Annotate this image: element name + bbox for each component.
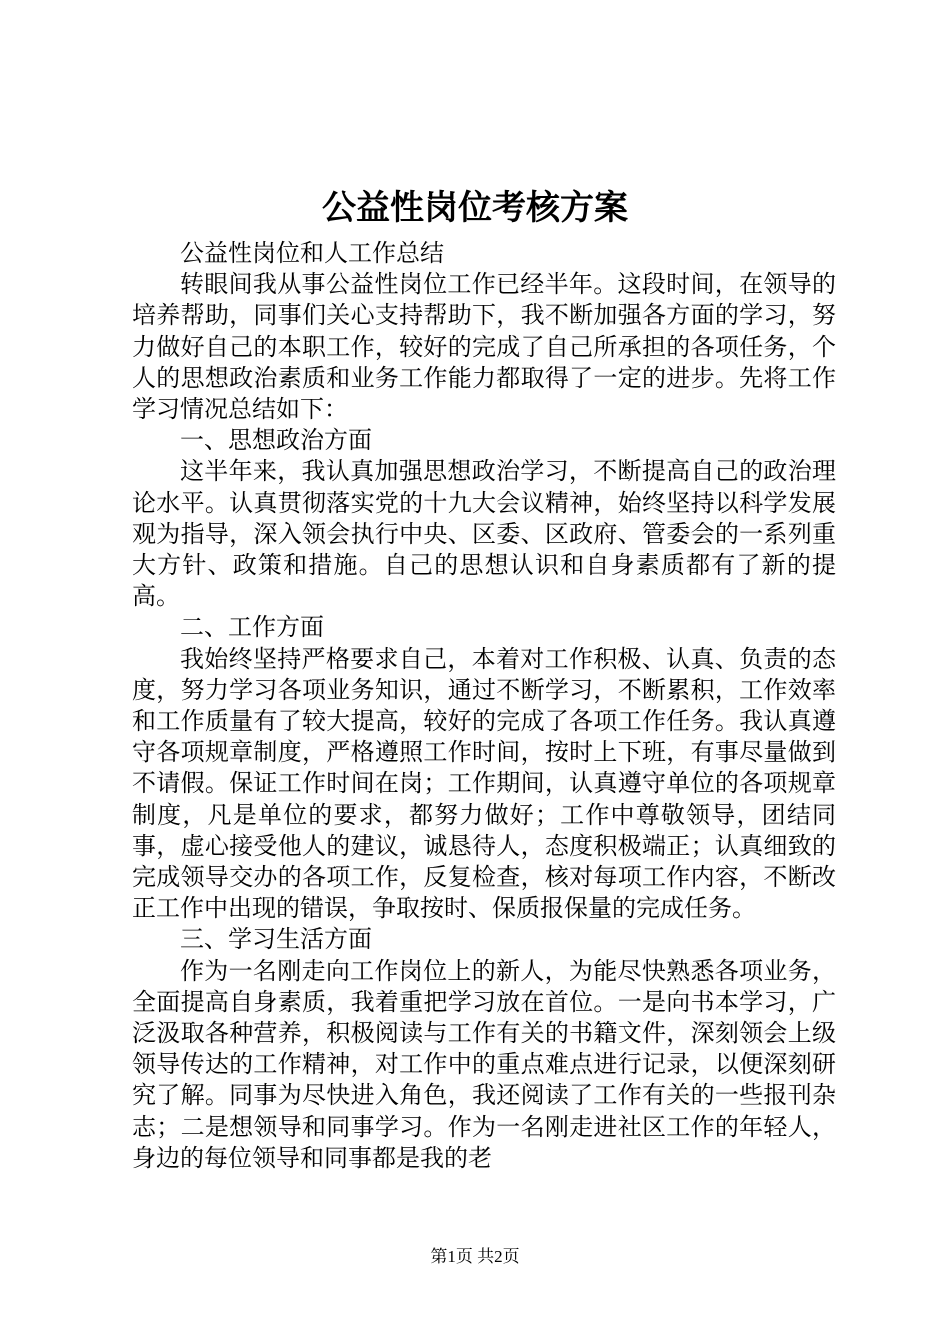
intro-paragraph: 转眼间我从事公益性岗位工作已经半年。这段时间，在领导的培养帮助，同事们关心支持帮助下，我不断加强各方面的学习，努力做好自己的本职工作，较好的完成了自己所承担的各项任务，个人的思想政治素质和业务工作能力都取得了一定的进步。先将工作学习情况总结如下： xyxy=(132,270,836,424)
section-heading-work: 二、工作方面 xyxy=(180,613,324,642)
section-heading-study: 三、学习生活方面 xyxy=(180,925,372,954)
study-paragraph: 作为一名刚走向工作岗位上的新人，为能尽快熟悉各项业务，全面提高自身素质，我着重把学习放在首位。一是向书本学习，广泛汲取各种营养，积极阅读与工作有关的书籍文件，深刻领会上级领导传达的工作精神，对工作中的重点难点进行记录，以便深刻研究了解。同事为尽快进入角色，我还阅读了工作有关的一些报刊杂志；二是想领导和同事学习。作为一名刚走进社区工作的年轻人，身边的每位领导和同事都是我的老 xyxy=(132,956,836,1172)
page-footer: 第1页 共2页 xyxy=(430,1247,520,1266)
subtitle-paragraph: 公益性岗位和人工作总结 xyxy=(180,239,444,267)
work-paragraph: 我始终坚持严格要求自己，本着对工作积极、认真、负责的态度，努力学习各项业务知识，通过不断学习，不断累积，工作效率和工作质量有了较大提高，较好的完成了各项工作任务。我认真遵守各项规章制度，严格遵照工作时间，按时上下班，有事尽量做到不请假。保证工作时间在岗；工作期间，认真遵守单位的各项规章制度，凡是单位的要求，都努力做好；工作中尊敬领导，团结同事，虚心接受他人的建议，诚恳待人，态度积极端正；认真细致的完成领导交办的各项工作，反复检查，核对每项工作内容，不断改正工作中出现的错误，争取按时、保质报保量的完成任务。 xyxy=(132,644,836,923)
section-heading-political: 一、思想政治方面 xyxy=(180,426,372,455)
document-title: 公益性岗位考核方案 xyxy=(322,188,628,228)
document-body xyxy=(132,238,836,1174)
political-paragraph: 这半年来，我认真加强思想政治学习，不断提高自己的政治理论水平。认真贯彻落实党的十九大会议精神，始终坚持以科学发展观为指导，深入领会执行中央、区委、区政府、管委会的一系列重大方针、政策和措施。自己的思想认识和自身素质都有了新的提高。 xyxy=(132,457,836,611)
